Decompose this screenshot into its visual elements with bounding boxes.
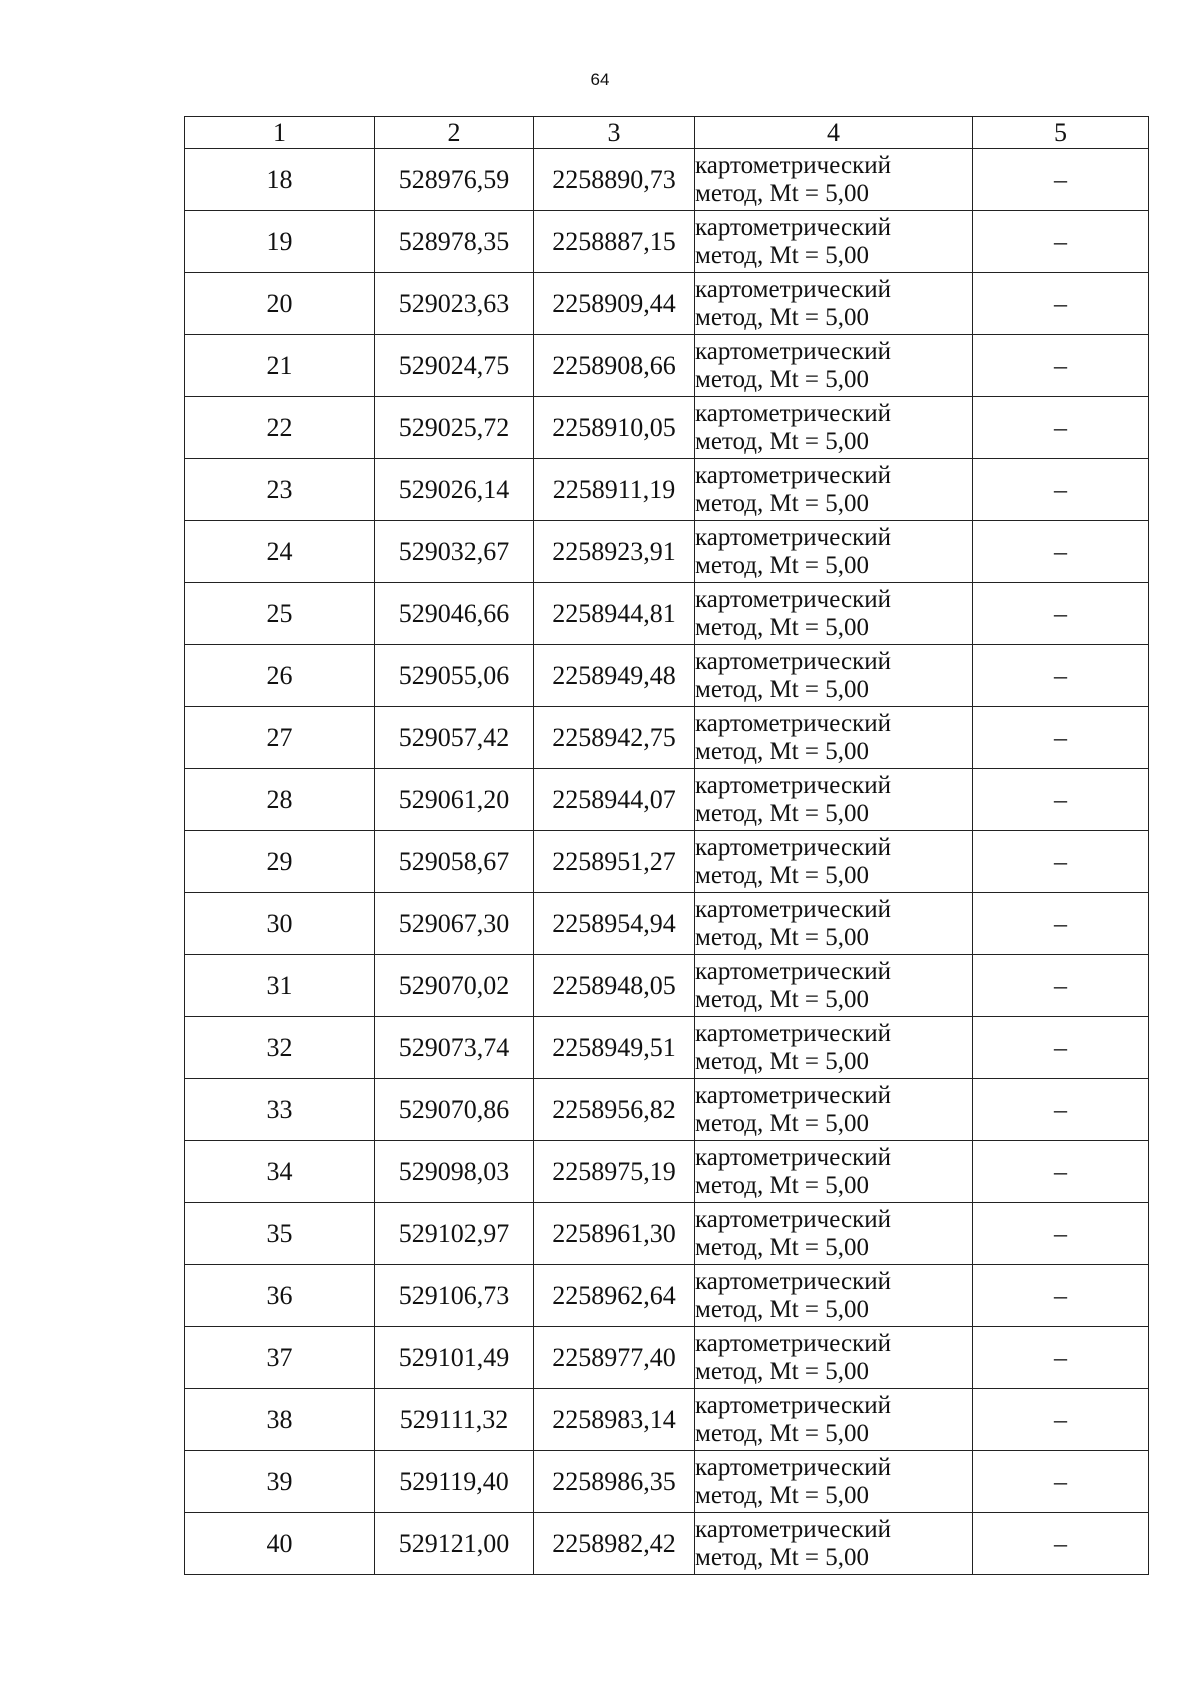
coord-y-cell: 2258954,94 xyxy=(534,893,695,955)
note-cell: – xyxy=(973,583,1149,645)
method-cell xyxy=(695,831,973,893)
note-cell: – xyxy=(973,645,1149,707)
point-number-cell: 36 xyxy=(185,1265,375,1327)
coord-y-cell: 2258944,07 xyxy=(534,769,695,831)
table-row xyxy=(185,1389,1149,1451)
point-number-cell: 26 xyxy=(185,645,375,707)
coord-y-cell: 2258961,30 xyxy=(534,1203,695,1265)
method-cell xyxy=(695,1513,973,1575)
method-line-2: метод, Mt = 5,00 xyxy=(695,1233,870,1261)
note-cell: – xyxy=(973,1451,1149,1513)
table-row xyxy=(185,1079,1149,1141)
method-line-1: картометрический xyxy=(695,1329,891,1357)
table-row xyxy=(185,1141,1149,1203)
coord-x-cell: 528976,59 xyxy=(375,149,534,211)
point-number-cell: 29 xyxy=(185,831,375,893)
note-cell: – xyxy=(973,893,1149,955)
coord-y-cell: 2258983,14 xyxy=(534,1389,695,1451)
coord-x-cell: 529119,40 xyxy=(375,1451,534,1513)
method-line-2: метод, Mt = 5,00 xyxy=(695,737,870,765)
method-cell xyxy=(695,1451,973,1513)
method-cell xyxy=(695,521,973,583)
method-line-2: метод, Mt = 5,00 xyxy=(695,241,870,269)
method-cell xyxy=(695,955,973,1017)
coord-y-cell: 2258962,64 xyxy=(534,1265,695,1327)
coord-y-cell: 2258908,66 xyxy=(534,335,695,397)
coord-x-cell: 528978,35 xyxy=(375,211,534,273)
method-cell xyxy=(695,1141,973,1203)
note-cell: – xyxy=(973,459,1149,521)
method-cell xyxy=(695,1203,973,1265)
method-cell xyxy=(695,1327,973,1389)
coord-x-cell: 529032,67 xyxy=(375,521,534,583)
method-cell xyxy=(695,769,973,831)
method-line-2: метод, Mt = 5,00 xyxy=(695,613,870,641)
method-cell xyxy=(695,273,973,335)
coord-y-cell: 2258977,40 xyxy=(534,1327,695,1389)
table-row xyxy=(185,1017,1149,1079)
coord-y-cell: 2258975,19 xyxy=(534,1141,695,1203)
method-line-1: картометрический xyxy=(695,1453,891,1481)
page-number: 64 xyxy=(590,70,610,89)
note-cell: – xyxy=(973,273,1149,335)
table-row xyxy=(185,893,1149,955)
coord-y-cell: 2258910,05 xyxy=(534,397,695,459)
coord-x-cell: 529057,42 xyxy=(375,707,534,769)
coord-y-cell: 2258923,91 xyxy=(534,521,695,583)
point-number-cell: 28 xyxy=(185,769,375,831)
method-cell xyxy=(695,335,973,397)
method-line-2: метод, Mt = 5,00 xyxy=(695,675,870,703)
coord-x-cell: 529121,00 xyxy=(375,1513,534,1575)
method-line-2: метод, Mt = 5,00 xyxy=(695,861,870,889)
table-row xyxy=(185,273,1149,335)
method-line-1: картометрический xyxy=(695,275,891,303)
coord-x-cell: 529046,66 xyxy=(375,583,534,645)
method-line-2: метод, Mt = 5,00 xyxy=(695,179,870,207)
coord-x-cell: 529073,74 xyxy=(375,1017,534,1079)
note-cell: – xyxy=(973,1203,1149,1265)
point-number-cell: 20 xyxy=(185,273,375,335)
method-line-2: метод, Mt = 5,00 xyxy=(695,1171,870,1199)
header-cell-3: 3 xyxy=(534,117,695,149)
coord-y-cell: 2258942,75 xyxy=(534,707,695,769)
method-line-1: картометрический xyxy=(695,1267,891,1295)
method-cell xyxy=(695,583,973,645)
coord-y-cell: 2258887,15 xyxy=(534,211,695,273)
coord-x-cell: 529055,06 xyxy=(375,645,534,707)
method-line-2: метод, Mt = 5,00 xyxy=(695,365,870,393)
coord-y-cell: 2258890,73 xyxy=(534,149,695,211)
point-number-cell: 35 xyxy=(185,1203,375,1265)
coord-y-cell: 2258949,48 xyxy=(534,645,695,707)
coord-x-cell: 529061,20 xyxy=(375,769,534,831)
method-line-2: метод, Mt = 5,00 xyxy=(695,303,870,331)
coord-x-cell: 529025,72 xyxy=(375,397,534,459)
method-line-1: картометрический xyxy=(695,957,891,985)
point-number-cell: 19 xyxy=(185,211,375,273)
note-cell: – xyxy=(973,955,1149,1017)
coord-y-cell: 2258982,42 xyxy=(534,1513,695,1575)
table-row xyxy=(185,831,1149,893)
coord-x-cell: 529026,14 xyxy=(375,459,534,521)
method-line-2: метод, Mt = 5,00 xyxy=(695,1481,870,1509)
note-cell: – xyxy=(973,211,1149,273)
table-row xyxy=(185,1451,1149,1513)
point-number-cell: 24 xyxy=(185,521,375,583)
header-cell-1: 1 xyxy=(185,117,375,149)
method-line-2: метод, Mt = 5,00 xyxy=(695,1109,870,1137)
method-line-2: метод, Mt = 5,00 xyxy=(695,799,870,827)
table-row xyxy=(185,583,1149,645)
coord-y-cell: 2258956,82 xyxy=(534,1079,695,1141)
coord-y-cell: 2258951,27 xyxy=(534,831,695,893)
point-number-cell: 23 xyxy=(185,459,375,521)
method-cell xyxy=(695,707,973,769)
note-cell: – xyxy=(973,1141,1149,1203)
coord-x-cell: 529058,67 xyxy=(375,831,534,893)
note-cell: – xyxy=(973,1079,1149,1141)
header-row xyxy=(185,117,1149,149)
point-number-cell: 31 xyxy=(185,955,375,1017)
table-row xyxy=(185,769,1149,831)
coord-x-cell: 529111,32 xyxy=(375,1389,534,1451)
table-body xyxy=(185,149,1149,1575)
method-line-1: картометрический xyxy=(695,1143,891,1171)
method-line-1: картометрический xyxy=(695,709,891,737)
point-number-cell: 21 xyxy=(185,335,375,397)
table-row xyxy=(185,645,1149,707)
header-cell-5: 5 xyxy=(973,117,1149,149)
point-number-cell: 37 xyxy=(185,1327,375,1389)
method-line-2: метод, Mt = 5,00 xyxy=(695,985,870,1013)
method-cell xyxy=(695,459,973,521)
point-number-cell: 22 xyxy=(185,397,375,459)
coord-x-cell: 529101,49 xyxy=(375,1327,534,1389)
table-header xyxy=(185,117,1149,149)
method-cell xyxy=(695,211,973,273)
table-row xyxy=(185,211,1149,273)
note-cell: – xyxy=(973,769,1149,831)
coord-x-cell: 529102,97 xyxy=(375,1203,534,1265)
table-row xyxy=(185,335,1149,397)
table-row xyxy=(185,707,1149,769)
method-line-1: картометрический xyxy=(695,895,891,923)
method-line-2: метод, Mt = 5,00 xyxy=(695,1419,870,1447)
point-number-cell: 34 xyxy=(185,1141,375,1203)
method-line-2: метод, Mt = 5,00 xyxy=(695,1357,870,1385)
coord-x-cell: 529023,63 xyxy=(375,273,534,335)
method-line-1: картометрический xyxy=(695,151,891,179)
coord-x-cell: 529067,30 xyxy=(375,893,534,955)
point-number-cell: 18 xyxy=(185,149,375,211)
method-line-1: картометрический xyxy=(695,461,891,489)
point-number-cell: 32 xyxy=(185,1017,375,1079)
table-row xyxy=(185,1203,1149,1265)
note-cell: – xyxy=(973,521,1149,583)
method-line-2: метод, Mt = 5,00 xyxy=(695,551,870,579)
coord-y-cell: 2258986,35 xyxy=(534,1451,695,1513)
method-line-2: метод, Mt = 5,00 xyxy=(695,1295,870,1323)
coord-x-cell: 529070,86 xyxy=(375,1079,534,1141)
method-cell xyxy=(695,149,973,211)
point-number-cell: 33 xyxy=(185,1079,375,1141)
method-cell xyxy=(695,1017,973,1079)
method-cell xyxy=(695,893,973,955)
table-row xyxy=(185,1513,1149,1575)
method-cell xyxy=(695,1265,973,1327)
table-row xyxy=(185,1327,1149,1389)
method-line-2: метод, Mt = 5,00 xyxy=(695,427,870,455)
point-number-cell: 27 xyxy=(185,707,375,769)
header-cell-2: 2 xyxy=(375,117,534,149)
method-line-1: картометрический xyxy=(695,585,891,613)
coord-x-cell: 529024,75 xyxy=(375,335,534,397)
coord-y-cell: 2258949,51 xyxy=(534,1017,695,1079)
method-line-1: картометрический xyxy=(695,1391,891,1419)
note-cell: – xyxy=(973,397,1149,459)
method-cell xyxy=(695,1389,973,1451)
point-number-cell: 39 xyxy=(185,1451,375,1513)
method-cell xyxy=(695,645,973,707)
note-cell: – xyxy=(973,149,1149,211)
table-row xyxy=(185,459,1149,521)
point-number-cell: 40 xyxy=(185,1513,375,1575)
coord-x-cell: 529098,03 xyxy=(375,1141,534,1203)
method-line-1: картометрический xyxy=(695,213,891,241)
note-cell: – xyxy=(973,1265,1149,1327)
method-line-2: метод, Mt = 5,00 xyxy=(695,1543,870,1571)
point-number-cell: 25 xyxy=(185,583,375,645)
coordinates-table xyxy=(184,116,1149,1575)
table-row xyxy=(185,521,1149,583)
method-line-1: картометрический xyxy=(695,1081,891,1109)
note-cell: – xyxy=(973,831,1149,893)
note-cell: – xyxy=(973,1017,1149,1079)
method-cell xyxy=(695,1079,973,1141)
coord-y-cell: 2258944,81 xyxy=(534,583,695,645)
note-cell: – xyxy=(973,707,1149,769)
coord-x-cell: 529106,73 xyxy=(375,1265,534,1327)
method-line-1: картометрический xyxy=(695,1515,891,1543)
table-row xyxy=(185,397,1149,459)
note-cell: – xyxy=(973,1513,1149,1575)
method-line-1: картометрический xyxy=(695,523,891,551)
point-number-cell: 38 xyxy=(185,1389,375,1451)
coord-y-cell: 2258909,44 xyxy=(534,273,695,335)
header-cell-4: 4 xyxy=(695,117,973,149)
method-cell xyxy=(695,397,973,459)
method-line-2: метод, Mt = 5,00 xyxy=(695,489,870,517)
method-line-1: картометрический xyxy=(695,833,891,861)
method-line-1: картометрический xyxy=(695,647,891,675)
method-line-1: картометрический xyxy=(695,1205,891,1233)
table-row xyxy=(185,955,1149,1017)
table-row xyxy=(185,1265,1149,1327)
method-line-1: картометрический xyxy=(695,337,891,365)
method-line-2: метод, Mt = 5,00 xyxy=(695,1047,870,1075)
method-line-1: картометрический xyxy=(695,399,891,427)
coord-y-cell: 2258948,05 xyxy=(534,955,695,1017)
coord-y-cell: 2258911,19 xyxy=(534,459,695,521)
note-cell: – xyxy=(973,1389,1149,1451)
coord-x-cell: 529070,02 xyxy=(375,955,534,1017)
method-line-2: метод, Mt = 5,00 xyxy=(695,923,870,951)
method-line-1: картометрический xyxy=(695,771,891,799)
point-number-cell: 30 xyxy=(185,893,375,955)
table-row xyxy=(185,149,1149,211)
note-cell: – xyxy=(973,1327,1149,1389)
method-line-1: картометрический xyxy=(695,1019,891,1047)
note-cell: – xyxy=(973,335,1149,397)
